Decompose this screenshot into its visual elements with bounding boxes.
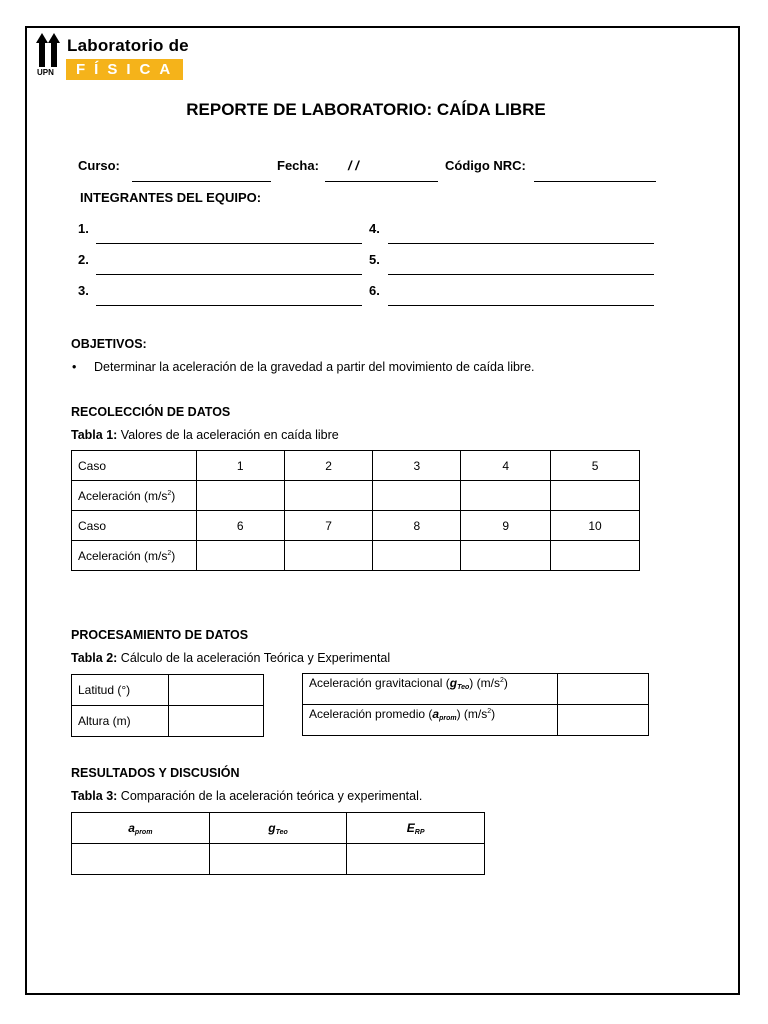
team-member-6-field[interactable] bbox=[388, 305, 654, 306]
results-heading: RESULTADOS Y DISCUSIÓN bbox=[71, 766, 240, 780]
table3 bbox=[71, 812, 485, 875]
page-title: REPORTE DE LABORATORIO: CAÍDA LIBRE bbox=[186, 100, 546, 119]
table2-right bbox=[302, 673, 649, 736]
table1-case-number: 2 bbox=[284, 451, 373, 481]
table1-acel-label bbox=[72, 541, 197, 571]
table-row bbox=[72, 511, 640, 541]
table-row bbox=[72, 844, 485, 875]
curso-label: Curso: bbox=[78, 158, 120, 173]
curso-field[interactable] bbox=[132, 181, 271, 182]
acel-prom-text: Aceleración promedio ( bbox=[309, 707, 433, 721]
team-number-4: 4. bbox=[369, 221, 380, 236]
g-sub: Teo bbox=[457, 684, 470, 691]
unit-text: ) (m/s bbox=[456, 707, 488, 721]
table3-label: Tabla 3: bbox=[71, 789, 118, 803]
team-number-6: 6. bbox=[369, 283, 380, 298]
team-member-5-field[interactable] bbox=[388, 274, 654, 275]
team-heading: INTEGRANTES DEL EQUIPO: bbox=[80, 190, 262, 205]
team-member-1-field[interactable] bbox=[96, 243, 362, 244]
objective-item: Determinar la aceleración de la gravedad a partir del movimiento de caída libre. bbox=[94, 360, 535, 374]
acel-prom-input-cell[interactable] bbox=[558, 705, 649, 736]
table1-caption-text: Valores de la aceleración en caída libre bbox=[120, 428, 339, 442]
table1-input-cell[interactable] bbox=[373, 481, 461, 511]
codigo-nrc-field[interactable] bbox=[534, 181, 656, 182]
table1-input-cell[interactable] bbox=[196, 481, 284, 511]
unit-text: ) (m/s bbox=[469, 676, 500, 690]
logo-subtitle: FÍSICA bbox=[76, 61, 180, 78]
acel-grav-input-cell[interactable] bbox=[558, 674, 649, 705]
table1-case-number: 1 bbox=[196, 451, 284, 481]
table-row bbox=[303, 705, 649, 736]
team-number-3: 3. bbox=[78, 283, 89, 298]
latitud-input-cell[interactable] bbox=[168, 675, 263, 706]
table1-input-cell[interactable] bbox=[284, 481, 373, 511]
table-row bbox=[72, 706, 264, 737]
table2-caption-text: Cálculo de la aceleración Teórica y Experimental bbox=[120, 651, 391, 665]
unit-end: ) bbox=[491, 707, 496, 721]
acel-text: Aceleración (m/s bbox=[78, 488, 168, 503]
table1-caption bbox=[71, 428, 339, 442]
table1-case-number: 8 bbox=[373, 511, 461, 541]
table3-input-cell[interactable] bbox=[72, 844, 210, 875]
table1-input-cell[interactable] bbox=[284, 541, 373, 571]
table2-label: Tabla 2: bbox=[71, 651, 118, 665]
table1-case-number: 7 bbox=[284, 511, 373, 541]
team-member-2-field[interactable] bbox=[96, 274, 362, 275]
aprom-sub: prom bbox=[134, 828, 153, 836]
gteo-symbol: g bbox=[268, 820, 276, 835]
acel-sup: 2 bbox=[167, 549, 172, 557]
team-member-4-field[interactable] bbox=[388, 243, 654, 244]
table1-input-cell[interactable] bbox=[551, 481, 640, 511]
table-row bbox=[72, 451, 640, 481]
gteo-sub: Teo bbox=[275, 828, 288, 836]
table3-caption bbox=[71, 789, 422, 803]
fecha-separators: / / bbox=[348, 158, 359, 173]
logo-band bbox=[66, 59, 183, 80]
table3-col-erp bbox=[347, 813, 485, 844]
unit-sup: 2 bbox=[499, 677, 504, 684]
altura-label: Altura (m) bbox=[72, 706, 169, 737]
table-row bbox=[72, 541, 640, 571]
acel-end: ) bbox=[171, 548, 176, 563]
table1 bbox=[71, 450, 640, 571]
acel-grav-label bbox=[303, 674, 558, 705]
table3-input-cell[interactable] bbox=[347, 844, 485, 875]
acel-grav-text: Aceleración gravitacional ( bbox=[309, 676, 450, 690]
table-row bbox=[303, 674, 649, 705]
g-symbol: g bbox=[449, 676, 458, 690]
table1-input-cell[interactable] bbox=[196, 541, 284, 571]
acel-prom-label bbox=[303, 705, 558, 736]
table1-input-cell[interactable] bbox=[551, 541, 640, 571]
table1-case-number: 5 bbox=[551, 451, 640, 481]
erp-sub: RP bbox=[414, 828, 425, 836]
table1-caso-label: Caso bbox=[72, 451, 197, 481]
team-number-1: 1. bbox=[78, 221, 89, 236]
unit-sup: 2 bbox=[487, 708, 492, 715]
table1-input-cell[interactable] bbox=[373, 541, 461, 571]
table1-case-number: 4 bbox=[461, 451, 551, 481]
objectives-heading: OBJETIVOS: bbox=[71, 337, 147, 351]
team-number-2: 2. bbox=[78, 252, 89, 267]
erp-symbol: E bbox=[406, 820, 415, 835]
codigo-nrc-label: Código NRC: bbox=[445, 158, 526, 173]
table3-col-aprom bbox=[72, 813, 210, 844]
acel-text: Aceleración (m/s bbox=[78, 548, 168, 563]
table1-input-cell[interactable] bbox=[461, 541, 551, 571]
data-collection-heading: RECOLECCIÓN DE DATOS bbox=[71, 405, 231, 419]
a-symbol: a bbox=[432, 707, 440, 721]
fecha-label: Fecha: bbox=[277, 158, 319, 173]
acel-end: ) bbox=[171, 488, 176, 503]
table-row bbox=[72, 481, 640, 511]
a-sub: prom bbox=[439, 715, 457, 722]
table1-case-number: 10 bbox=[551, 511, 640, 541]
altura-input-cell[interactable] bbox=[168, 706, 263, 737]
table3-caption-text: Comparación de la aceleración teórica y experimental. bbox=[120, 789, 423, 803]
team-number-5: 5. bbox=[369, 252, 380, 267]
table1-case-number: 3 bbox=[373, 451, 461, 481]
table3-col-gteo bbox=[209, 813, 347, 844]
table-row bbox=[72, 813, 485, 844]
table1-label: Tabla 1: bbox=[71, 428, 118, 442]
team-member-3-field[interactable] bbox=[96, 305, 362, 306]
logo-upn-text: UPN bbox=[37, 68, 54, 77]
processing-heading: PROCESAMIENTO DE DATOS bbox=[71, 628, 249, 642]
fecha-field[interactable] bbox=[325, 181, 438, 182]
table1-caso-label: Caso bbox=[72, 511, 197, 541]
table2-caption bbox=[71, 651, 390, 665]
table1-case-number: 6 bbox=[196, 511, 284, 541]
unit-end: ) bbox=[503, 676, 508, 690]
table1-case-number: 9 bbox=[461, 511, 551, 541]
table1-input-cell[interactable] bbox=[461, 481, 551, 511]
table3-input-cell[interactable] bbox=[209, 844, 347, 875]
acel-sup: 2 bbox=[167, 489, 172, 497]
logo-title: Laboratorio de bbox=[67, 36, 189, 55]
table1-acel-label bbox=[72, 481, 197, 511]
latitud-label: Latitud (°) bbox=[72, 675, 169, 706]
table-row bbox=[72, 675, 264, 706]
table2-left bbox=[71, 674, 264, 737]
aprom-symbol: a bbox=[128, 820, 135, 835]
bullet-icon: • bbox=[72, 360, 77, 374]
